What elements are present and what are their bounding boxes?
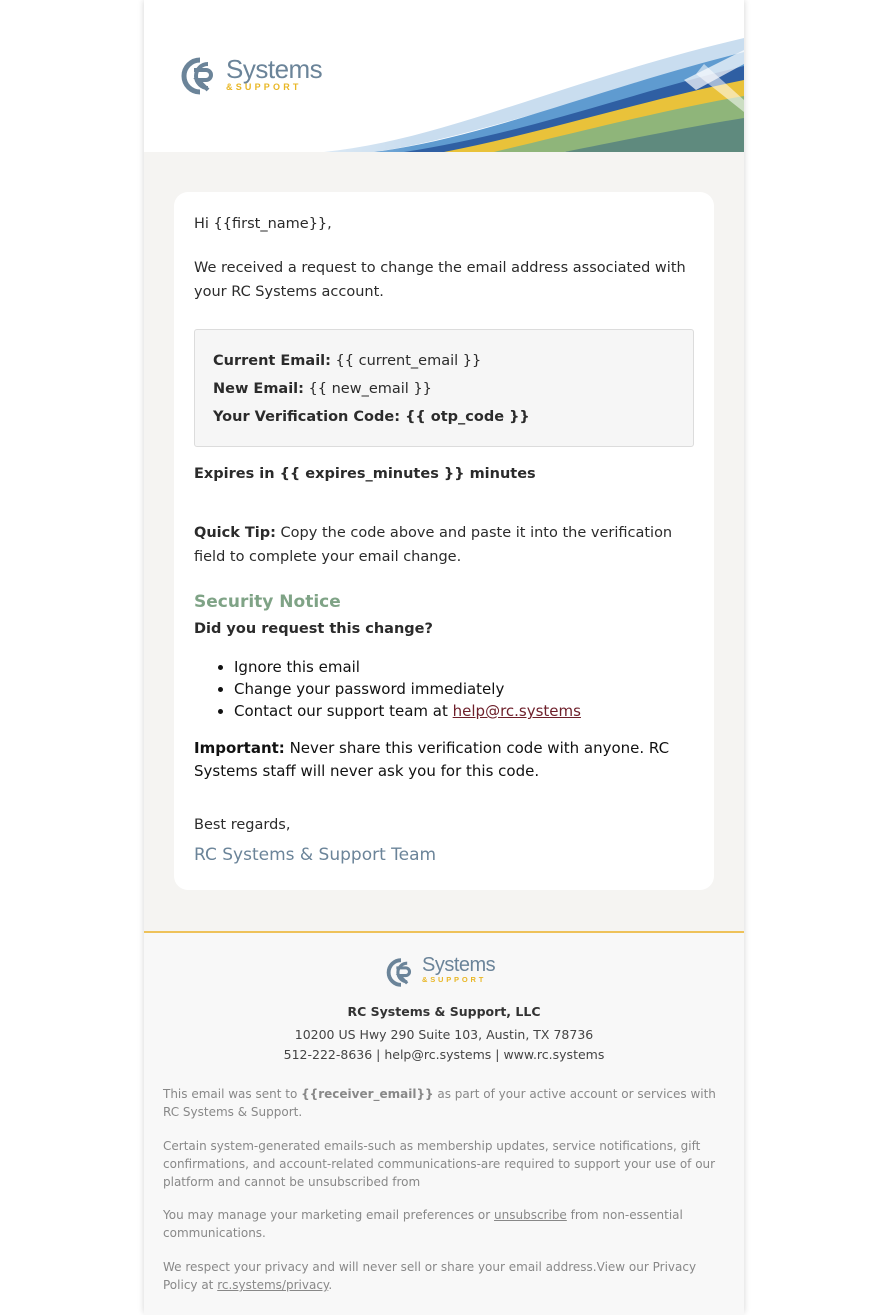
support-email-link[interactable]: help@rc.systems <box>452 702 581 720</box>
logo-wordmark: Systems <box>226 54 323 84</box>
greeting: Hi {{first_name}}, <box>194 216 332 232</box>
intro-text: We received a request to change the email address associated with your RC Systems account. <box>194 260 686 300</box>
receiver-email: {{receiver_email}} <box>301 1087 434 1101</box>
important-label: Important: <box>194 739 285 757</box>
current-email-row <box>213 349 481 373</box>
new-email-label: New Email: <box>213 381 304 397</box>
current-email-value: {{ current_email }} <box>330 353 482 369</box>
quick-tip <box>194 521 694 569</box>
email-footer <box>144 931 744 1315</box>
rc-logo-icon <box>384 957 418 988</box>
important-text: Never share this verification code with anyone. RC Systems staff will never ask you for this code. <box>194 739 670 780</box>
footer-privacy-note <box>163 1258 725 1294</box>
message-card <box>174 192 714 890</box>
footer-logo[interactable] <box>384 954 508 989</box>
header-logo[interactable] <box>178 56 338 98</box>
note-text: This email was sent to <box>163 1087 302 1101</box>
footer-required-emails-note: Certain system-generated emails-such as membership updates, service notifications, gift confirmations, and account-related communications-are required to support your use of our platform and cannot be unsubscribed from <box>163 1139 716 1189</box>
list-item: • Change your password immediately <box>234 678 581 700</box>
note-text: . <box>328 1278 333 1292</box>
sign-off: Best regards, <box>194 817 291 833</box>
new-email-value: {{ new_email }} <box>303 381 432 397</box>
contact-prefix: Contact our support team at <box>234 702 453 720</box>
security-notice-title: Security Notice <box>194 592 341 612</box>
note-text: We respect your privacy and will never sell or share your email address.View our Privacy Policy at <box>163 1260 697 1292</box>
footer-company-name: RC Systems & Support, LLC <box>347 1004 541 1019</box>
footer-address: 10200 US Hwy 290 Suite 103, Austin, TX 78736 <box>294 1027 594 1042</box>
list-item: • Ignore this email <box>234 656 581 678</box>
security-question: Did you request this change? <box>194 621 433 637</box>
privacy-policy-link[interactable]: rc.systems/privacy <box>217 1278 329 1292</box>
list-item <box>234 700 581 722</box>
unsubscribe-link[interactable]: unsubscribe <box>494 1208 567 1222</box>
rc-logo-icon <box>178 56 222 96</box>
new-email-row <box>213 377 432 401</box>
verification-code-value[interactable]: {{ otp_code }} <box>400 409 530 425</box>
security-actions-list <box>194 656 581 722</box>
team-signature: RC Systems & Support Team <box>194 845 437 865</box>
email-container <box>144 0 744 1313</box>
logo-subtitle: &SUPPORT <box>226 82 302 92</box>
footer-unsubscribe-note <box>163 1206 725 1242</box>
current-email-label: Current Email: <box>213 353 331 369</box>
footer-recipient-note <box>163 1085 725 1121</box>
important-notice <box>194 737 684 783</box>
verification-code-label: Your Verification Code: <box>213 409 401 425</box>
email-change-details <box>194 329 694 447</box>
footer-contact-line: 512-222-8636 | help@rc.systems | www.rc.systems <box>283 1047 605 1062</box>
verification-code-row <box>213 405 530 429</box>
note-text: You may manage your marketing email preferences or <box>163 1208 495 1222</box>
logo-wordmark: Systems <box>422 954 496 976</box>
logo-subtitle: &SUPPORT <box>422 975 487 984</box>
note-text: from non-essential communications. <box>163 1208 683 1240</box>
quick-tip-text: Copy the code above and paste it into the verification field to complete your email change. <box>194 525 673 565</box>
expiry-notice: Expires in {{ expires_minutes }} minutes <box>194 466 536 482</box>
quick-tip-label: Quick Tip: <box>194 525 276 541</box>
note-text: as part of your active account or services with RC Systems & Support. <box>163 1087 716 1119</box>
email-header <box>144 0 744 152</box>
